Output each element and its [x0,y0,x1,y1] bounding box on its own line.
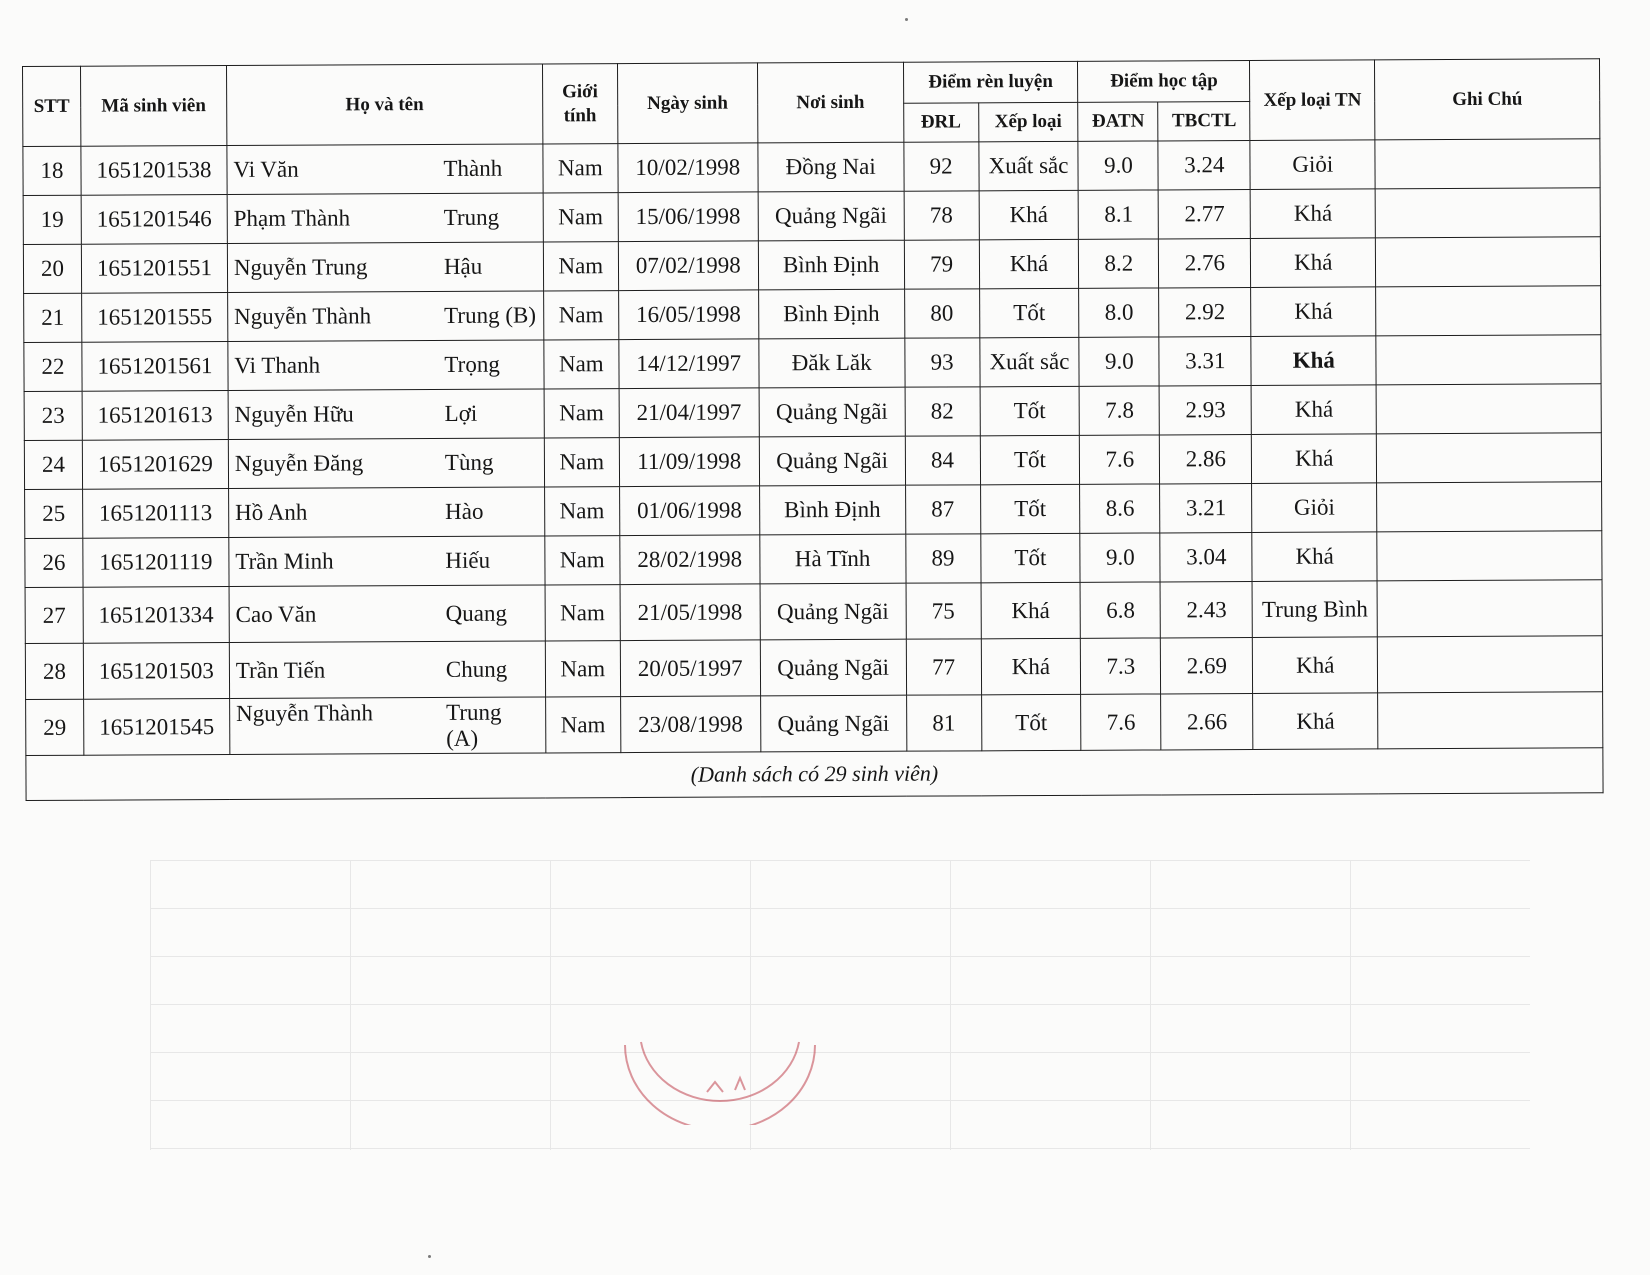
thesis-score-cell: 8.0 [1079,288,1159,337]
gender-cell: Nam [543,291,618,340]
table-row [25,531,1602,588]
notes-cell [1376,237,1601,287]
student-id-cell: 1651201503 [83,642,229,699]
family-middle-name: Cao Văn [235,601,317,627]
full-name-cell [227,193,543,244]
conduct-score-cell: 92 [903,142,978,191]
student-id-cell: 1651201551 [81,243,227,293]
family-middle-name: Trần Tiến [235,657,326,683]
birth-date-cell: 23/08/1998 [620,696,760,753]
thesis-score-cell: 7.3 [1081,638,1161,694]
gpa-cell: 2.86 [1160,434,1252,483]
family-middle-name: Nguyễn Hữu [234,401,354,427]
birth-place-cell: Quảng Ngãi [759,436,905,486]
stt-cell: 26 [25,538,83,587]
notes-cell [1376,286,1601,336]
table-row [24,335,1601,392]
stt-cell: 29 [26,699,84,755]
birth-place-cell: Đăk Lăk [759,338,905,388]
given-name: Tùng [444,449,494,475]
student-id-cell: 1651201119 [83,537,229,587]
full-name-cell [228,389,544,440]
student-id-cell: 1651201613 [82,390,228,440]
birth-place-cell: Quảng Ngãi [760,695,906,752]
family-middle-name: Nguyễn Thành [234,303,372,329]
col-thesis-score-header: ĐATN [1078,102,1158,141]
thesis-score-cell: 7.8 [1080,386,1160,435]
table-row [25,636,1602,700]
full-name-cell [230,697,546,755]
gpa-cell: 2.93 [1159,385,1251,434]
given-name: Hào [445,498,484,524]
conduct-score-cell: 93 [904,338,979,387]
student-id-cell: 1651201546 [81,194,227,244]
graduation-rank-cell: Khá [1252,434,1377,484]
graduation-list-table [22,58,1604,801]
col-gpa-header: TBCTL [1158,101,1250,140]
col-graduation-rank-header: Xếp loại TN [1250,60,1375,141]
conduct-rank-cell: Tốt [980,533,1080,582]
given-name: Trung (A) [446,699,502,751]
student-id-cell: 1651201545 [84,698,230,755]
col-notes-header: Ghi Chú [1375,59,1600,140]
scan-speck [428,1255,431,1258]
full-name-cell [228,291,544,342]
table-row [23,188,1600,245]
notes-cell [1377,433,1602,483]
graduation-rank-cell: Giỏi [1252,483,1377,533]
table-row [24,384,1601,441]
conduct-rank-cell: Khá [981,582,1081,638]
col-full-name-header: Họ và tên [226,64,542,146]
graduation-rank-cell: Khá [1251,238,1376,288]
birth-place-cell: Quảng Ngãi [760,639,906,696]
given-name: Hiếu [445,547,491,573]
birth-place-cell: Quảng Ngãi [759,387,905,437]
given-name: Trung (B) [444,302,537,328]
table-row [24,286,1601,343]
birth-place-cell: Quảng Ngãi [758,191,904,241]
official-seal-stamp [615,1020,825,1125]
col-birth-place-header: Nơi sinh [757,62,903,143]
table-row [23,237,1600,294]
gpa-cell: 2.43 [1160,581,1252,637]
given-name: Quang [445,600,507,626]
graduation-rank-cell: Khá [1251,287,1376,337]
gpa-cell: 2.77 [1159,189,1251,238]
conduct-score-cell: 79 [904,240,979,289]
conduct-rank-cell: Tốt [980,386,1080,435]
conduct-rank-cell: Tốt [979,288,1079,337]
gender-cell: Nam [545,641,620,697]
thesis-score-cell: 7.6 [1080,435,1160,484]
notes-cell [1377,580,1602,637]
graduation-rank-cell: Trung Bình [1252,581,1377,638]
graduation-rank-cell: Khá [1253,693,1378,750]
family-middle-name: Hồ Anh [235,499,308,525]
conduct-score-cell: 87 [905,485,980,534]
stt-cell: 19 [23,195,81,244]
table-header [23,59,1600,147]
conduct-score-cell: 82 [905,387,980,436]
birth-place-cell: Bình Định [758,240,904,290]
thesis-score-cell: 9.0 [1078,141,1158,190]
full-name-cell [227,242,543,293]
notes-cell [1377,482,1602,532]
table-body [23,139,1603,756]
graduation-rank-cell: Khá [1251,385,1376,435]
birth-place-cell: Quảng Ngãi [760,583,906,640]
student-id-cell: 1651201113 [83,488,229,538]
conduct-score-cell: 84 [905,436,980,485]
list-count-footer: (Danh sách có 29 sinh viên) [26,748,1603,801]
student-id-cell: 1651201555 [82,292,228,342]
stt-cell: 24 [24,440,82,489]
col-student-id-header: Mã sinh viên [80,66,226,147]
full-name-cell [229,585,545,643]
full-name-cell [229,536,545,587]
thesis-score-cell: 6.8 [1080,582,1160,638]
stt-cell: 20 [23,244,81,293]
birth-place-cell: Hà Tĩnh [760,534,906,584]
student-id-cell: 1651201561 [82,341,228,391]
conduct-score-cell: 89 [905,534,980,583]
gender-cell: Nam [544,487,619,536]
birth-date-cell: 21/04/1997 [619,388,759,438]
given-name: Trung [443,204,500,230]
birth-place-cell: Bình Định [758,289,904,339]
full-name-cell [228,340,544,391]
given-name: Thành [443,155,503,181]
given-name: Trọng [444,351,500,377]
notes-cell [1376,384,1601,434]
conduct-score-cell: 77 [906,639,981,695]
conduct-rank-cell: Khá [981,638,1081,694]
gpa-cell: 3.04 [1160,532,1252,581]
birth-date-cell: 10/02/1998 [618,143,758,193]
gender-cell: Nam [545,585,620,641]
conduct-score-cell: 75 [906,583,981,639]
gender-cell: Nam [544,438,619,487]
birth-date-cell: 11/09/1998 [619,437,759,487]
table-row [24,433,1601,490]
family-middle-name: Nguyễn Thành [236,699,374,726]
stt-cell: 23 [24,391,82,440]
birth-date-cell: 15/06/1998 [618,192,758,242]
thesis-score-cell: 9.0 [1080,533,1160,582]
table-row [23,139,1600,196]
gpa-cell: 3.31 [1159,336,1251,385]
family-middle-name: Nguyễn Đăng [234,450,364,476]
given-name: Hậu [443,253,483,279]
gpa-cell: 3.24 [1158,140,1250,189]
gpa-cell: 3.21 [1160,483,1252,532]
gender-cell: Nam [545,697,620,753]
stt-cell: 22 [24,342,82,391]
col-conduct-rank-header: Xếp loại [978,102,1078,141]
conduct-group-header: Điểm rèn luyện [903,61,1078,103]
conduct-rank-cell: Xuất sắc [978,141,1078,190]
thesis-score-cell: 8.1 [1079,190,1159,239]
thesis-score-cell: 9.0 [1079,337,1159,386]
birth-place-cell: Đồng Nai [758,142,904,192]
stt-cell: 18 [23,146,81,195]
birth-date-cell: 16/05/1998 [618,290,758,340]
gpa-cell: 2.69 [1161,637,1253,693]
full-name-cell [227,144,543,195]
conduct-rank-cell: Khá [979,239,1079,288]
table-row [25,580,1602,644]
study-group-header: Điểm học tập [1078,60,1250,102]
scan-speck [905,18,908,21]
birth-date-cell: 20/05/1997 [620,640,760,697]
family-middle-name: Phạm Thành [233,205,351,231]
col-conduct-score-header: ĐRL [903,103,978,142]
full-name-cell [228,487,544,538]
stt-cell: 21 [24,293,82,342]
col-birth-date-header: Ngày sinh [617,63,757,144]
gpa-cell: 2.92 [1159,287,1251,336]
family-middle-name: Vi Văn [233,156,299,182]
notes-cell [1375,139,1600,189]
birth-date-cell: 14/12/1997 [619,339,759,389]
birth-date-cell: 21/05/1998 [620,584,760,641]
notes-cell [1378,692,1603,749]
graduation-rank-cell: Giỏi [1250,140,1375,190]
notes-cell [1377,531,1602,581]
conduct-score-cell: 81 [906,695,981,751]
student-id-cell: 1651201538 [81,146,227,196]
gender-cell: Nam [543,144,618,193]
family-middle-name: Trần Minh [235,548,334,574]
col-stt-header: STT [23,66,81,146]
full-name-cell [228,438,544,489]
birth-place-cell: Bình Định [759,485,905,535]
birth-date-cell: 07/02/1998 [618,241,758,291]
gender-cell: Nam [543,193,618,242]
full-name-cell [229,641,545,699]
notes-cell [1378,636,1603,693]
stt-cell: 25 [25,489,83,538]
family-middle-name: Vi Thanh [234,352,321,378]
conduct-rank-cell: Xuất sắc [979,337,1079,386]
table-row [25,482,1602,539]
notes-cell [1375,188,1600,238]
thesis-score-cell: 7.6 [1081,694,1161,750]
graduation-rank-cell: Khá [1253,637,1378,694]
birth-date-cell: 28/02/1998 [620,535,760,585]
family-middle-name: Nguyễn Trung [233,254,368,280]
student-id-cell: 1651201629 [82,439,228,489]
stt-cell: 28 [25,643,83,699]
conduct-rank-cell: Tốt [980,435,1080,484]
gender-cell: Nam [545,536,620,585]
given-name: Chung [445,656,508,682]
reverse-side-show-through [150,860,1530,1150]
graduation-rank-cell: Khá [1252,532,1377,582]
conduct-rank-cell: Khá [979,190,1079,239]
student-id-cell: 1651201334 [83,586,229,643]
col-gender-header: Giới tính [542,64,617,144]
table-row [26,692,1603,756]
thesis-score-cell: 8.2 [1079,239,1159,288]
given-name: Lợi [444,400,478,426]
gpa-cell: 2.76 [1159,238,1251,287]
gender-cell: Nam [543,242,618,291]
conduct-rank-cell: Tốt [980,484,1080,533]
gender-cell: Nam [544,389,619,438]
conduct-score-cell: 80 [904,289,979,338]
gpa-cell: 2.66 [1161,693,1253,749]
birth-date-cell: 01/06/1998 [619,486,759,536]
conduct-rank-cell: Tốt [981,694,1081,750]
graduation-rank-cell: Khá [1250,189,1375,239]
thesis-score-cell: 8.6 [1080,484,1160,533]
stt-cell: 27 [25,587,83,643]
notes-cell [1376,335,1601,385]
conduct-score-cell: 78 [904,191,979,240]
graduation-rank-cell: Khá [1251,336,1376,386]
gender-cell: Nam [544,340,619,389]
